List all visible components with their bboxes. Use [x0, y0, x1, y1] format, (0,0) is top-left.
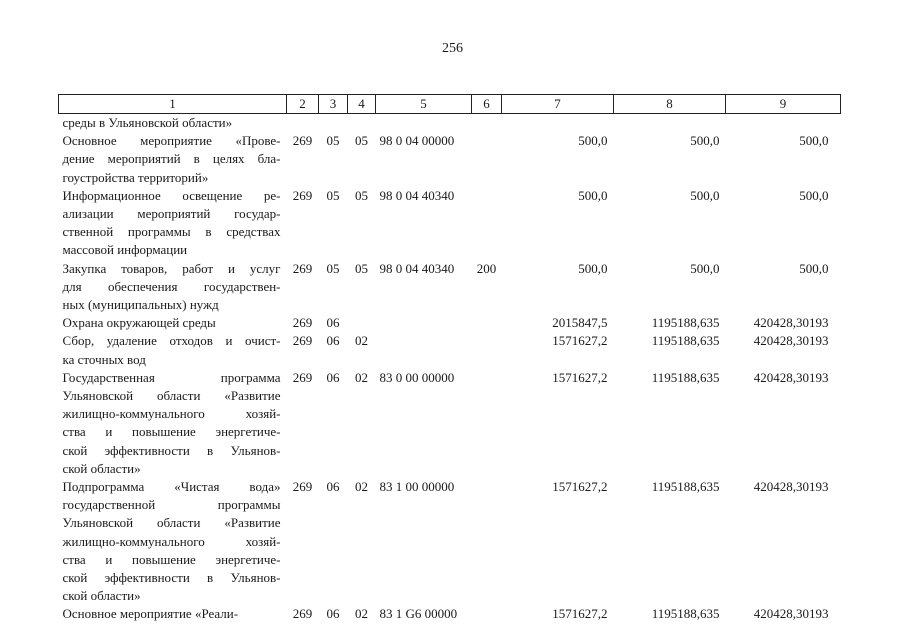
section-code-cell: 06 — [326, 333, 340, 349]
row-name-line: дение мероприятий в целях бла- — [62, 151, 281, 167]
amount-col8-cell: 500,0 — [690, 260, 720, 276]
target-article-cell: 83 0 00 00000 — [379, 369, 455, 385]
target-article-cell: 83 1 00 00000 — [379, 479, 455, 495]
row-name-cell — [59, 260, 287, 315]
amount-col8-cell: 500,0 — [690, 133, 720, 149]
section-code-cell — [319, 114, 348, 133]
row-name-line: ской эффективности в Ульянов- — [62, 442, 281, 458]
amount-col8-cell: 1195188,635 — [651, 606, 720, 622]
row-name-line: для обеспечения государствен- — [62, 278, 281, 294]
row-name-line: Охрана окружающей среды — [62, 315, 216, 331]
header-cell-1: 1 — [59, 95, 287, 114]
admin-code-cell — [287, 114, 319, 133]
amount-col9-cell: 420428,30193 — [753, 369, 829, 385]
amount-col8-cell: 1195188,635 — [651, 333, 720, 349]
header-row — [59, 95, 841, 114]
section-code-cell: 06 — [326, 606, 340, 622]
row-name-cell — [59, 187, 287, 260]
row-name-line: Ульяновской области «Развитие — [62, 388, 281, 404]
header-cell-5: 5 — [376, 95, 472, 114]
amount-col9-cell: 420428,30193 — [753, 333, 829, 349]
table-row — [59, 114, 841, 133]
section-code-cell: 05 — [326, 133, 340, 149]
amount-col9-cell: 500,0 — [799, 260, 829, 276]
target-article-cell — [376, 314, 472, 332]
amount-col7-cell: 1571627,2 — [552, 333, 608, 349]
table-row — [59, 187, 841, 260]
subsection-code-cell: 02 — [355, 606, 368, 622]
row-name-line: Закупка товаров, работ и услуг — [62, 260, 281, 276]
section-code-cell: 06 — [326, 369, 340, 385]
expense-type-cell — [472, 114, 502, 133]
admin-code-cell: 269 — [292, 133, 313, 149]
row-name-line: среды в Ульяновской области» — [62, 115, 233, 130]
subsection-code-cell — [348, 114, 376, 133]
table-row — [59, 260, 841, 315]
target-article-cell: 83 1 G6 00000 — [379, 606, 458, 622]
row-name-cell — [59, 605, 287, 623]
row-name-line: ства и повышение энергетиче- — [62, 424, 281, 440]
row-name-line: Информационное освещение ре- — [62, 187, 281, 203]
amount-col7-cell: 500,0 — [578, 133, 608, 149]
amount-col7-cell: 500,0 — [578, 260, 608, 276]
amount-col7-cell: 2015847,5 — [552, 315, 608, 331]
budget-table — [58, 94, 841, 624]
expense-type-cell — [472, 369, 502, 478]
target-article-cell: 98 0 04 40340 — [379, 187, 455, 203]
subsection-code-cell: 05 — [355, 260, 368, 276]
expense-type-cell — [472, 132, 502, 187]
header-cell-4: 4 — [348, 95, 376, 114]
subsection-code-cell: 02 — [355, 369, 368, 385]
row-name-line: ской эффективности в Ульянов- — [62, 570, 281, 586]
subsection-code-cell — [348, 314, 376, 332]
amount-col8-cell: 500,0 — [690, 187, 720, 203]
row-name-line: Основное мероприятие «Реали- — [62, 606, 239, 622]
table-row — [59, 478, 841, 605]
subsection-code-cell: 05 — [355, 187, 368, 203]
amount-col7-cell: 1571627,2 — [552, 369, 608, 385]
target-article-cell — [376, 114, 472, 133]
row-name-line: жилищно-коммунального хозяй- — [62, 533, 281, 549]
target-article-cell: 98 0 04 00000 — [379, 133, 455, 149]
target-article-cell: 98 0 04 40340 — [379, 260, 455, 276]
header-cell-2: 2 — [287, 95, 319, 114]
section-code-cell: 06 — [326, 315, 340, 331]
amount-col7-cell: 1571627,2 — [552, 479, 608, 495]
row-name-line: гоустройства территорий» — [62, 169, 209, 185]
row-name-cell — [59, 114, 287, 133]
header-cell-3: 3 — [319, 95, 348, 114]
row-name-cell — [59, 332, 287, 368]
page-number: 256 — [442, 41, 463, 56]
row-name-line: жилищно-коммунального хозяй- — [62, 406, 281, 422]
row-name-line: государственной программы — [62, 497, 281, 513]
amount-col9-cell: 500,0 — [799, 187, 829, 203]
expense-type-cell — [472, 314, 502, 332]
row-name-line: Государственная программа — [62, 369, 281, 385]
section-code-cell: 06 — [326, 479, 340, 495]
expense-type-cell — [472, 605, 502, 623]
admin-code-cell: 269 — [292, 315, 313, 331]
header-cell-7: 7 — [502, 95, 614, 114]
row-name-line: ской области» — [62, 588, 141, 604]
admin-code-cell: 269 — [292, 369, 313, 385]
row-name-cell — [59, 314, 287, 332]
amount-col8-cell: 1195188,635 — [651, 369, 720, 385]
admin-code-cell: 269 — [292, 333, 313, 349]
row-name-cell — [59, 132, 287, 187]
expense-type-cell — [472, 478, 502, 605]
expense-type-cell — [472, 332, 502, 368]
row-name-line: Сбор, удаление отходов и очист- — [62, 333, 281, 349]
table-row — [59, 332, 841, 368]
amount-col9-cell: 500,0 — [799, 133, 829, 149]
amount-col9-cell: 420428,30193 — [753, 479, 829, 495]
admin-code-cell: 269 — [292, 606, 313, 622]
section-code-cell: 05 — [326, 260, 340, 276]
table-row — [59, 605, 841, 623]
amount-col9-cell: 420428,30193 — [753, 315, 829, 331]
row-name-line: ства и повышение энергетиче- — [62, 551, 281, 567]
expense-type-cell: 200 — [476, 260, 497, 276]
expense-type-cell — [472, 187, 502, 260]
admin-code-cell: 269 — [292, 479, 313, 495]
admin-code-cell: 269 — [292, 260, 313, 276]
amount-col7-cell — [502, 114, 614, 133]
amount-col8-cell — [614, 114, 726, 133]
amount-col9-cell — [726, 114, 841, 133]
row-name-line: ской области» — [62, 460, 141, 476]
amount-col8-cell: 1195188,635 — [651, 315, 720, 331]
amount-col7-cell: 500,0 — [578, 187, 608, 203]
subsection-code-cell: 05 — [355, 133, 368, 149]
row-name-line: ственной программы в средствах — [62, 224, 281, 240]
row-name-line: ализации мероприятий государ- — [62, 206, 281, 222]
row-name-line: Ульяновской области «Развитие — [62, 515, 281, 531]
row-name-line: ка сточных вод — [62, 351, 146, 367]
target-article-cell — [376, 332, 472, 368]
section-code-cell: 05 — [326, 187, 340, 203]
header-cell-9: 9 — [726, 95, 841, 114]
header-cell-8: 8 — [614, 95, 726, 114]
amount-col8-cell: 1195188,635 — [651, 479, 720, 495]
amount-col7-cell: 1571627,2 — [552, 606, 608, 622]
table-row — [59, 369, 841, 478]
table-row — [59, 314, 841, 332]
row-name-line: массовой информации — [62, 242, 188, 258]
table-row — [59, 132, 841, 187]
amount-col9-cell: 420428,30193 — [753, 606, 829, 622]
subsection-code-cell: 02 — [355, 333, 368, 349]
row-name-cell — [59, 478, 287, 605]
row-name-line: Подпрограмма «Чистая вода» — [62, 479, 281, 495]
header-cell-6: 6 — [472, 95, 502, 114]
row-name-cell — [59, 369, 287, 478]
row-name-line: ных (муниципальных) нужд — [62, 297, 219, 313]
subsection-code-cell: 02 — [355, 479, 368, 495]
admin-code-cell: 269 — [292, 187, 313, 203]
row-name-line: Основное мероприятие «Прове- — [62, 133, 281, 149]
